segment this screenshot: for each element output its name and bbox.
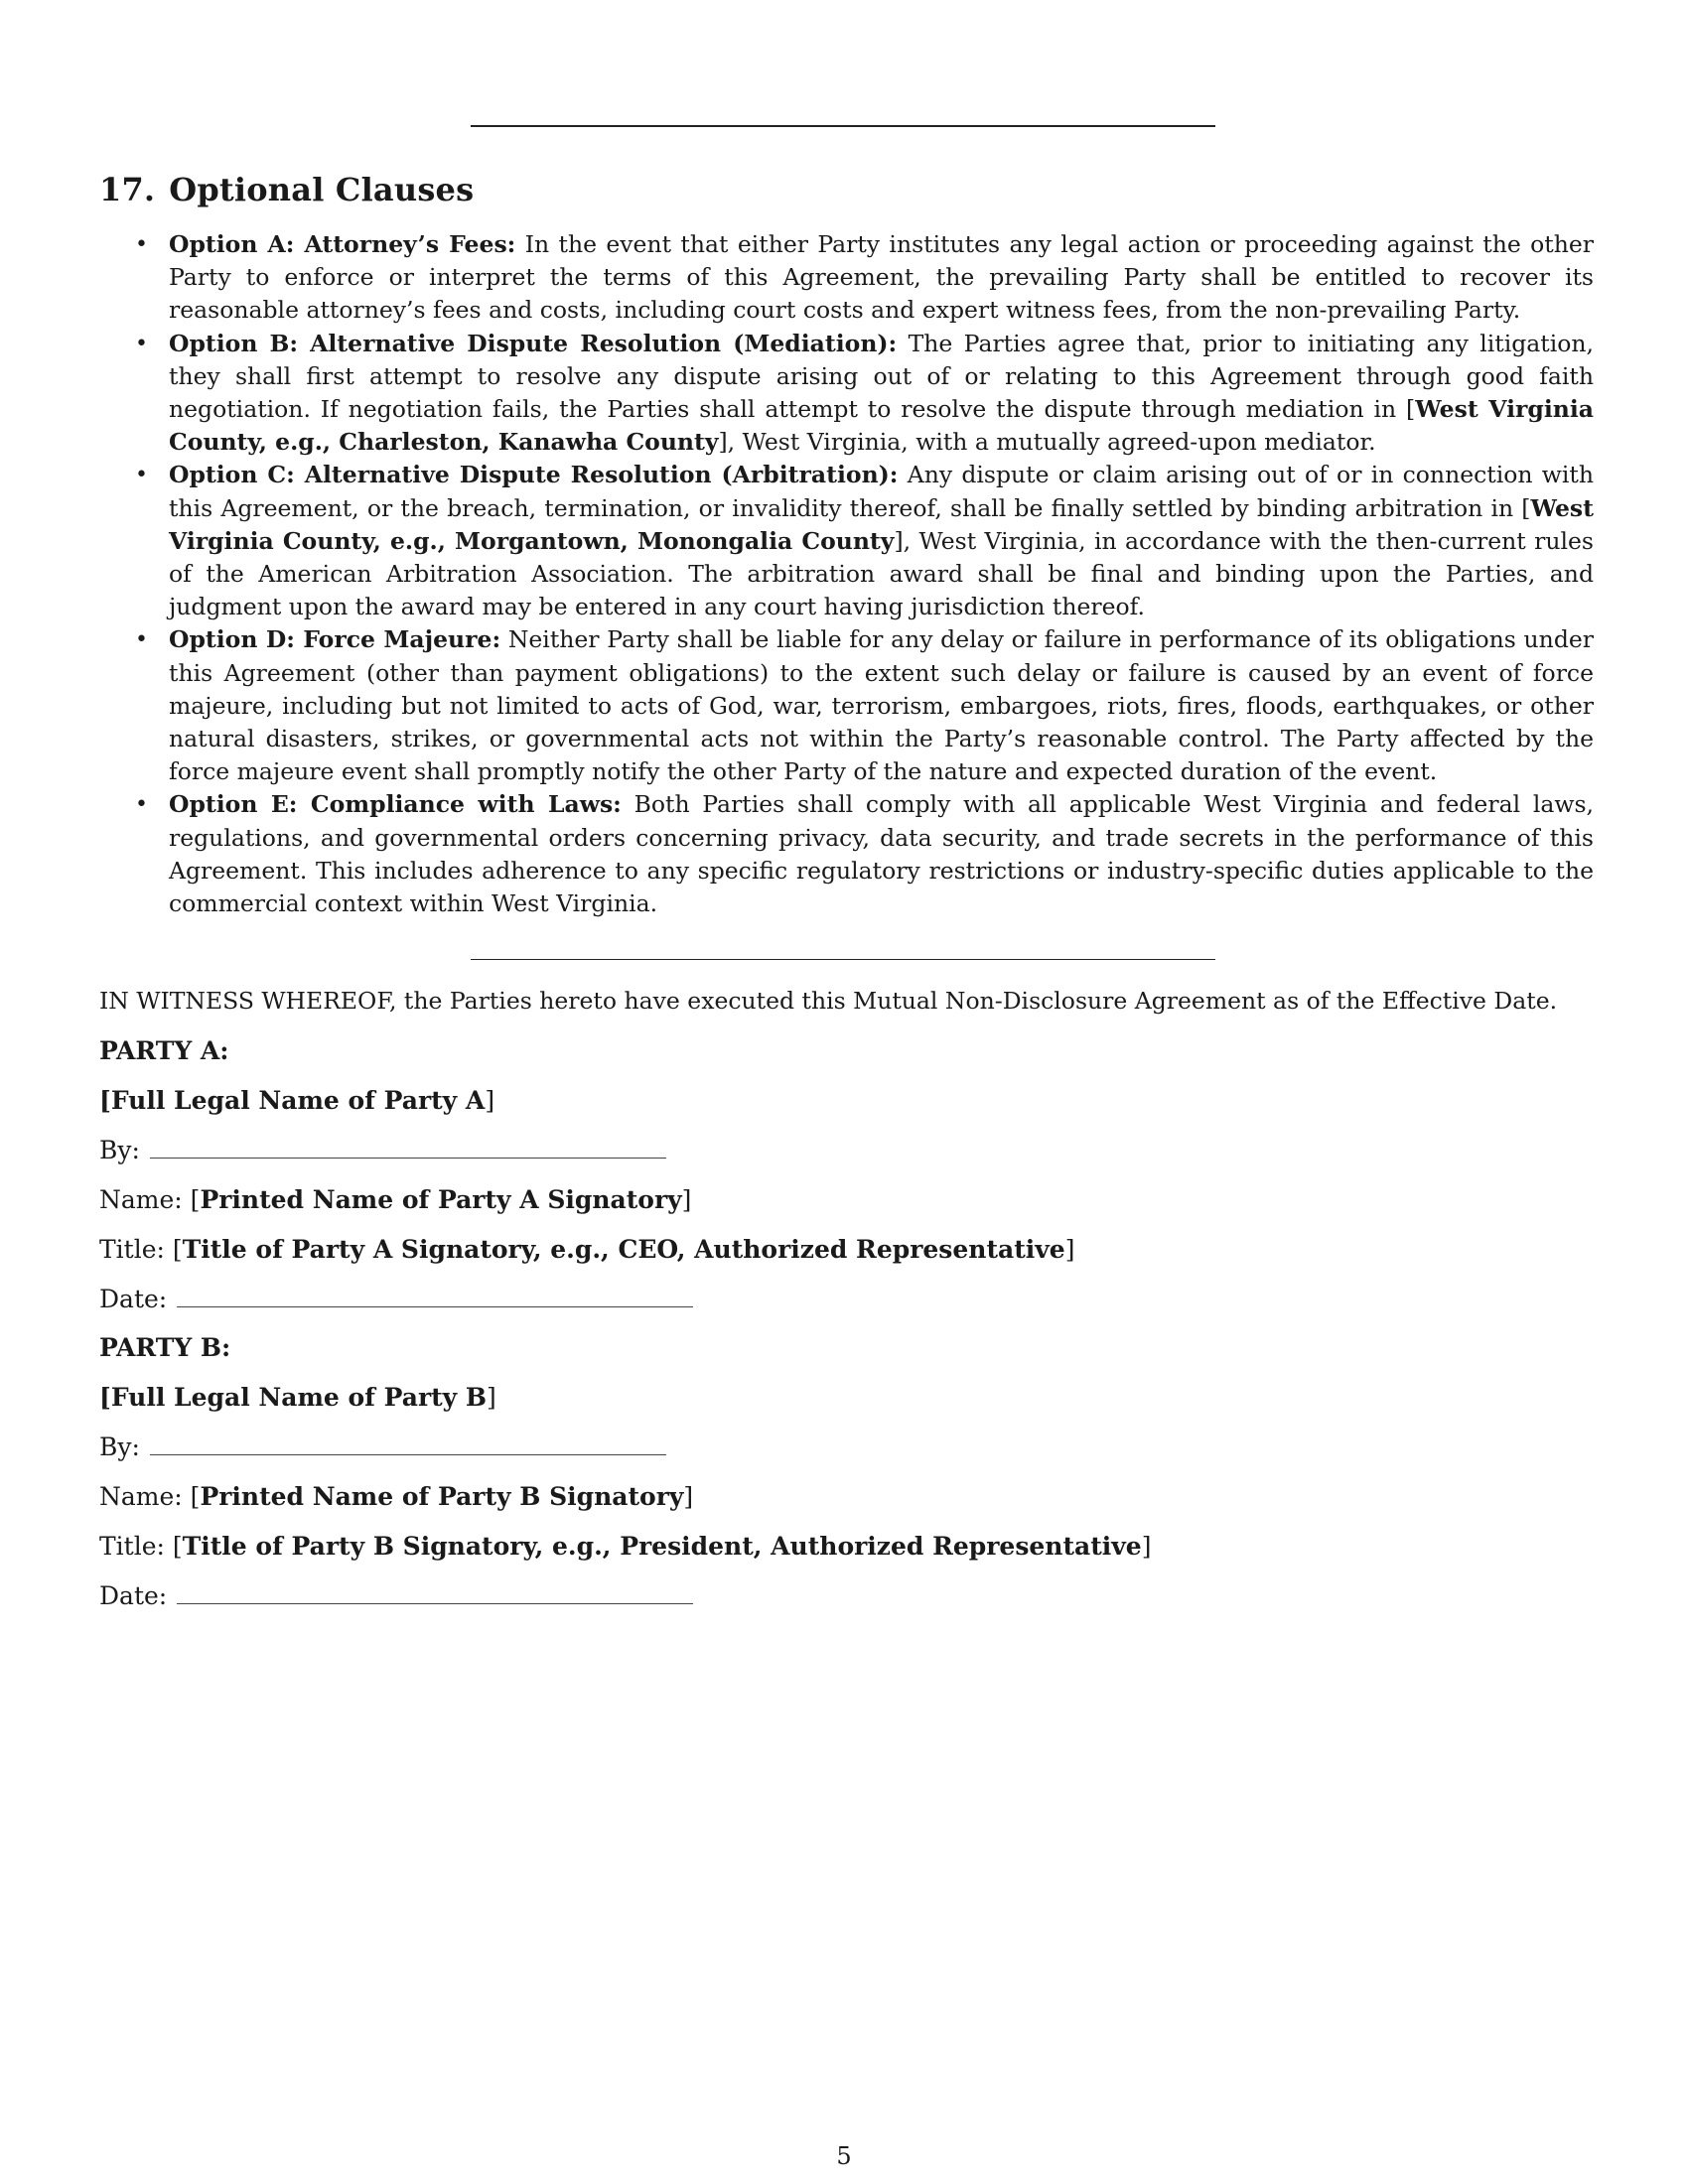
clause-label: Option A: Attorney’s Fees: xyxy=(169,230,516,258)
clause-placeholder: West Virginia County, e.g., Charleston, Kanawha County xyxy=(169,395,1595,457)
legal-name-placeholder: Full Legal Name of Party A xyxy=(110,1086,486,1115)
by-label: By: xyxy=(99,1433,140,1461)
bullet-icon: • xyxy=(135,463,148,488)
page-number: 5 xyxy=(836,2142,852,2170)
signature-block-party-a xyxy=(99,1035,1589,1333)
clause-text: ], West Virginia, in accordance with the then-current rules of the American Arbitration Association. The arbitration award shall be final and binding upon the Parties, and judgment upon the award may be entered in any court having jurisdiction thereof. xyxy=(169,526,1594,621)
party-heading: PARTY A: xyxy=(99,1036,229,1065)
clause-label: Option E: Compliance with Laws: xyxy=(169,790,622,819)
title-placeholder: Title of Party A Signatory, e.g., CEO, Authorized Representative xyxy=(182,1235,1065,1264)
title-line: Title: [Title of Party B Signatory, e.g., President, Authorized Representative] xyxy=(99,1532,1152,1561)
date-label: Date: xyxy=(99,1285,168,1313)
clause-text: In the event that either Party institutes any legal action or proceeding against the other Party to enforce or interpret the terms of this Agreement, the prevailing Party shall be entitled to recover its reasonable attorney’s fees and costs, including court costs and expert witness fees, from the non-prevailing Party. xyxy=(169,230,1594,325)
clause-label: Option B: Alternative Dispute Resolution (Mediation): xyxy=(169,329,898,357)
date-line xyxy=(99,1284,1589,1333)
party-heading: PARTY B: xyxy=(99,1333,231,1362)
section-number: 17. xyxy=(99,171,156,208)
title-line: Title: [Title of Party A Signatory, e.g., CEO, Authorized Representative] xyxy=(99,1235,1075,1264)
clause-option-d xyxy=(99,623,1594,788)
signature-blank[interactable] xyxy=(150,1433,666,1455)
name-line: Name: [Printed Name of Party A Signatory] xyxy=(99,1185,692,1214)
bullet-icon: • xyxy=(135,627,148,653)
witness-statement: IN WITNESS WHEREOF, the Parties hereto have executed this Mutual Non-Disclosure Agreement as of the Effective Date. xyxy=(99,987,1558,1015)
title-label: Title: xyxy=(99,1235,165,1264)
by-line xyxy=(99,1135,1589,1184)
clause-option-e xyxy=(99,788,1594,920)
document-page xyxy=(99,0,1595,2184)
clause-label: Option C: Alternative Dispute Resolution (Arbitration): xyxy=(169,461,899,489)
name-label: Name: xyxy=(99,1482,183,1511)
title-placeholder: Title of Party B Signatory, e.g., President, Authorized Representative xyxy=(182,1532,1142,1561)
name-label: Name: xyxy=(99,1185,183,1214)
name-line: Name: [Printed Name of Party B Signatory] xyxy=(99,1482,694,1511)
printed-name-placeholder: Printed Name of Party B Signatory xyxy=(200,1482,684,1511)
signature-blank[interactable] xyxy=(150,1136,666,1159)
by-line xyxy=(99,1432,1589,1481)
section-title xyxy=(99,171,474,208)
clause-option-b xyxy=(99,328,1594,460)
bullet-icon: • xyxy=(135,232,148,257)
legal-name-placeholder: Full Legal Name of Party B xyxy=(110,1383,488,1412)
signature-block-party-b xyxy=(99,1332,1589,1630)
clause-text: Neither Party shall be liable for any delay or failure in performance of its obligations under this Agreement (other than payment obligations) to the extent such delay or failure is caused by an event of force majeure, including but not limited to acts of God, war, terrorism, embargoes, riots, fires, floods, earthquakes, or other natural disasters, strikes, or governmental acts not within the Party’s reasonable control. The Party affected by the force majeure event shall promptly notify the other Party of the nature and expected duration of the event. xyxy=(169,625,1594,786)
clause-text: Both Parties shall comply with all applicable West Virginia and federal laws, regulations, and governmental orders concerning privacy, data security, and trade secrets in the performance of this Agreement. This includes adherence to any specific regulatory restrictions or industry-specific duties applicable to the commercial context within West Virginia. xyxy=(169,790,1594,918)
date-blank[interactable] xyxy=(177,1581,693,1604)
middle-divider xyxy=(471,959,1215,960)
bullet-icon: • xyxy=(135,331,148,356)
bullet-icon: • xyxy=(135,792,148,818)
date-blank[interactable] xyxy=(177,1285,693,1307)
legal-name-line: [Full Legal Name of Party A] xyxy=(99,1086,495,1115)
date-line xyxy=(99,1580,1589,1630)
top-divider xyxy=(471,125,1215,127)
clause-label: Option D: Force Majeure: xyxy=(169,625,501,654)
clause-text: The Parties agree that, prior to initiating any litigation, they shall first attempt to resolve any dispute arising out of or relating to this Agreement through good faith negotiation. If negotiation fails, the Parties shall attempt to resolve the dispute through mediation in [ xyxy=(169,329,1594,424)
legal-name-line: [Full Legal Name of Party B] xyxy=(99,1383,496,1412)
clause-option-c xyxy=(99,459,1594,623)
section-title-text: Optional Clauses xyxy=(169,171,475,208)
clause-text: ], West Virginia, with a mutually agreed-upon mediator. xyxy=(718,428,1376,457)
clause-text: Any dispute or claim arising out of or in connection with this Agreement, or the breach, termination, or invalidity thereof, shall be finally settled by binding arbitration in [ xyxy=(169,461,1594,522)
date-label: Date: xyxy=(99,1581,168,1610)
clause-option-a xyxy=(99,228,1594,328)
optional-clauses-list xyxy=(99,228,1594,920)
title-label: Title: xyxy=(99,1532,165,1561)
by-label: By: xyxy=(99,1136,140,1164)
printed-name-placeholder: Printed Name of Party A Signatory xyxy=(200,1185,682,1214)
clause-placeholder: West Virginia County, e.g., Morgantown, Monongalia County xyxy=(169,493,1594,555)
